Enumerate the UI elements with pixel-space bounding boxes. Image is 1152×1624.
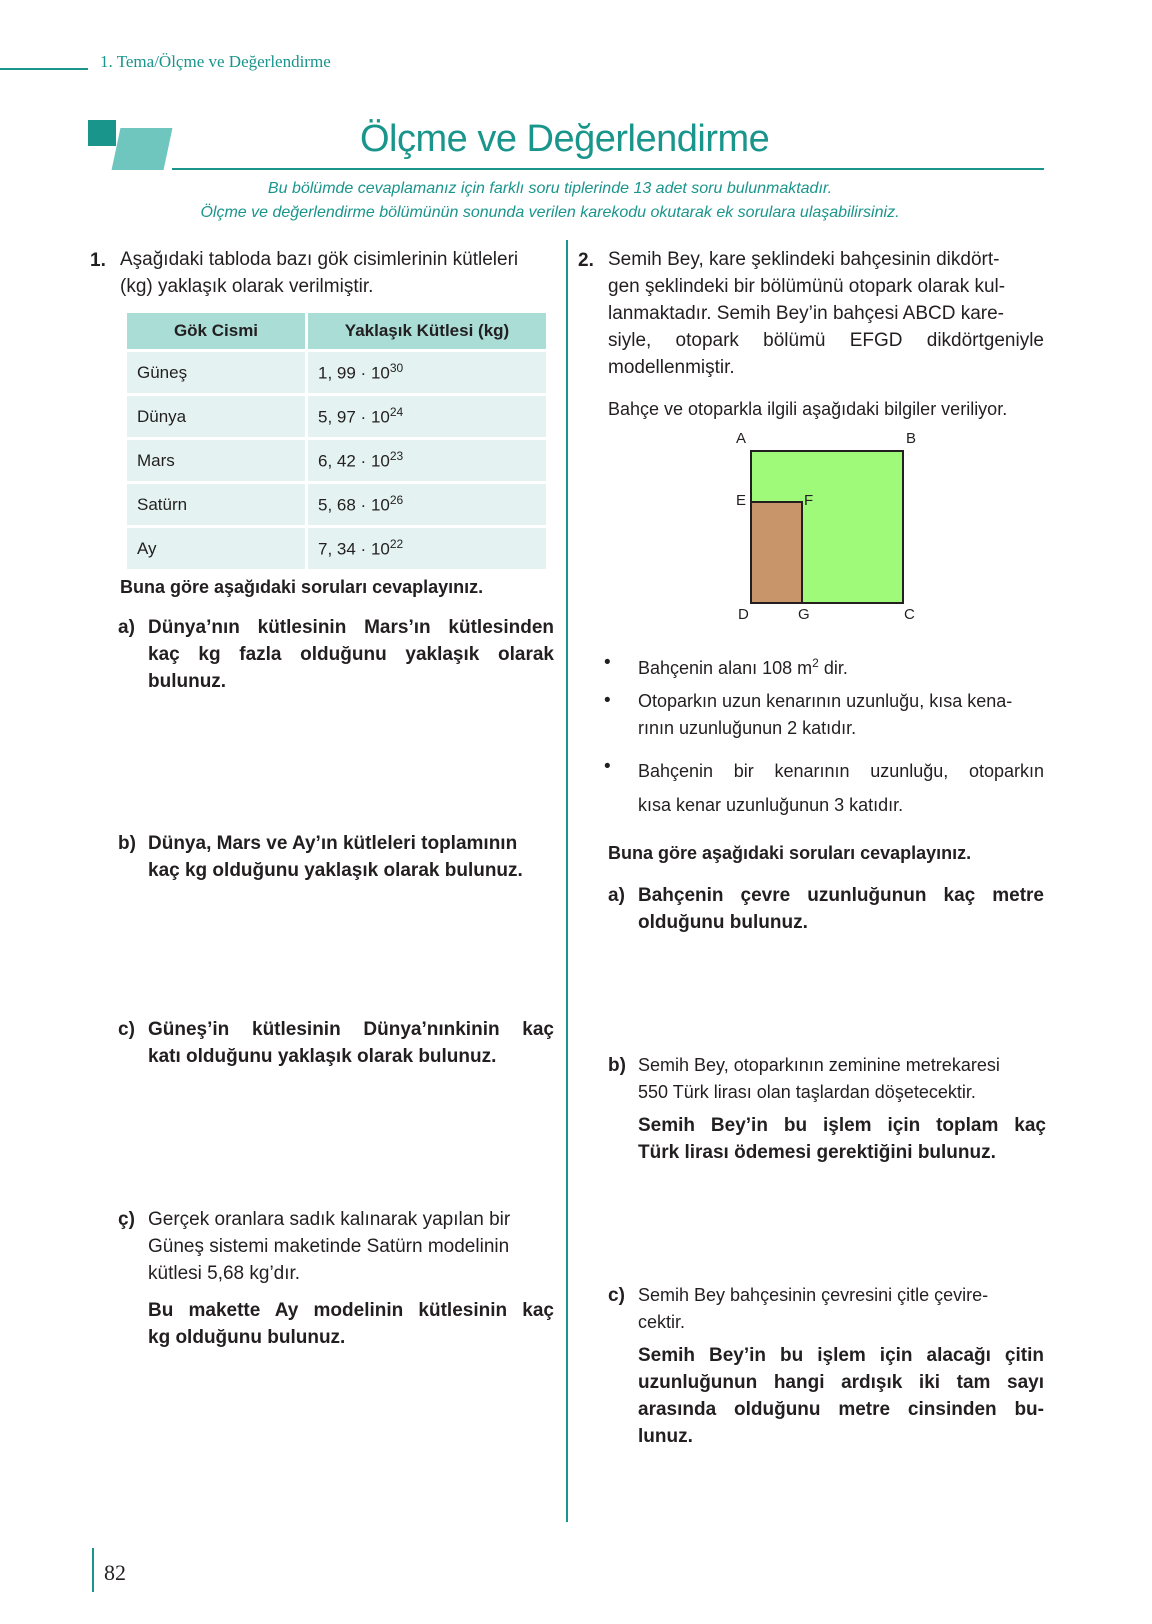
q2a-line: olduğunu bulunuz. — [638, 912, 808, 933]
bullet-line: Bahçenin bir kenarının uzunluğu, otoparkın — [638, 761, 1044, 781]
table-row — [127, 396, 546, 437]
body-name: Satürn — [127, 484, 305, 525]
q1cc-line: kütlesi 5,68 kg’dır. — [148, 1263, 301, 1284]
table-header: Gök Cismi — [127, 313, 305, 349]
bullet-parking-ratio — [638, 688, 1044, 742]
q2-line: siyle, otopark bölümü EFGD dikdörtgeniyle — [608, 330, 1044, 351]
title-underline — [172, 168, 1044, 170]
header-rule — [0, 68, 88, 70]
q1-text-line: (kg) yaklaşık olarak verilmiştir. — [120, 276, 374, 297]
q1cc-text — [148, 1206, 554, 1351]
body-name: Güneş — [127, 352, 305, 393]
q2c-label: c) — [608, 1285, 625, 1306]
q1a-line: Dünya’nın kütlesinin Mars’ın kütlesinden — [148, 617, 554, 638]
page-number: 82 — [104, 1560, 126, 1585]
mass-table — [124, 310, 549, 572]
q1a-line: kaç kg fazla olduğunu yaklaşık olarak — [148, 644, 554, 665]
q1a-text — [148, 614, 554, 695]
q2a-label: a) — [608, 885, 625, 906]
q1b-text — [148, 830, 558, 884]
bullet-side-ratio — [638, 754, 1044, 822]
q1-text — [120, 246, 560, 300]
mass-value: 5, $68 \cdot 10^{26}$ — [308, 484, 546, 525]
q2c-bold-line: arasında olduğunu metre cinsinden bu- — [638, 1399, 1044, 1420]
page-number-bar — [92, 1548, 94, 1592]
table-row — [127, 484, 546, 525]
column-divider — [566, 240, 568, 1522]
q2-number: 2. — [578, 250, 594, 271]
q2c-text — [638, 1282, 1044, 1450]
q2c-line: cektir. — [638, 1312, 686, 1332]
q1-text-line: Aşağıdaki tabloda bazı gök cisimlerinin kütleleri — [120, 249, 519, 270]
q2-line: lanmaktadır. Semih Bey’in bahçesi ABCD kare- — [608, 303, 1005, 324]
q2a-line: Bahçenin çevre uzunluğunun kaç metre — [638, 885, 1044, 906]
q2-line: modellenmiştir. — [608, 357, 735, 378]
mass-value: 1, $99 \cdot 10^{30}$ — [308, 352, 546, 393]
q2a-text — [638, 882, 1044, 936]
q2-line: gen şeklindeki bir bölümünü otopark olarak kul- — [608, 276, 1006, 297]
intro-line-1: Bu bölümde cevaplamanız için farklı soru tiplerinde 13 adet soru bulunmaktadır. — [267, 180, 833, 197]
q1b-line: Dünya, Mars ve Ay’ın kütleleri toplamının — [148, 833, 518, 854]
q2b-line: Semih Bey, otoparkının zeminine metrekaresi — [638, 1055, 1000, 1075]
mass-value: 5, $97 \cdot 10^{24}$ — [308, 396, 546, 437]
q2b-line: 550 Türk lirası olan taşlardan döşetecektir. — [638, 1082, 976, 1102]
label-g: G — [798, 606, 810, 623]
mass-value: 6, $42 \cdot 10^{23}$ — [308, 440, 546, 481]
page-title: Ölçme ve Değerlendirme — [360, 118, 770, 160]
bullet-dot: • — [604, 756, 611, 777]
bullet-garden-area: Bahçenin alanı 108 $m^2$ dir. — [638, 656, 848, 678]
label-c: C — [904, 606, 915, 623]
intro-line-2: Ölçme ve değerlendirme bölümünün sonunda verilen karekodu okutarak ek sorulara ulaşabilirsiniz. — [200, 204, 900, 221]
table-header-row — [127, 313, 546, 349]
q1c-line: katı olduğunu yaklaşık olarak bulunuz. — [148, 1046, 497, 1067]
q2b-bold-line: Türk lirası ödemesi gerektiğini bulunuz. — [638, 1142, 996, 1163]
breadcrumb: 1. Tema/Ölçme ve Değerlendirme — [100, 52, 331, 71]
bullet-dot: • — [604, 652, 611, 673]
q1cc-bold-line: Bu makette Ay modelinin kütlesinin kaç — [148, 1300, 554, 1321]
mass-value: 7, $34 \cdot 10^{22}$ — [308, 528, 546, 569]
label-e: E — [736, 492, 747, 509]
q2-text — [608, 246, 1044, 381]
label-b: B — [906, 430, 917, 447]
q1c-line: Güneş’in kütlesinin Dünya’nınkinin kaç — [148, 1019, 554, 1040]
bullet-line: rının uzunluğunun 2 katıdır. — [638, 718, 857, 738]
q1cc-bold-line: kg olduğunu bulunuz. — [148, 1327, 346, 1348]
label-d: D — [738, 606, 749, 623]
table-row — [127, 440, 546, 481]
bullet-dot: • — [604, 690, 611, 711]
q1-number: 1. — [90, 250, 106, 271]
q1cc-line: Gerçek oranlara sadık kalınarak yapılan bir — [148, 1209, 511, 1230]
q2c-line: Semih Bey bahçesinin çevresini çitle çevire- — [638, 1285, 989, 1305]
label-f: F — [804, 492, 814, 509]
title-decoration-light — [112, 128, 173, 170]
q1a-line: bulunuz. — [148, 671, 227, 692]
q2-prompt: Buna göre aşağıdaki soruları cevaplayınız. — [608, 843, 972, 863]
q2b-text — [638, 1052, 1046, 1166]
q1b-line: kaç kg olduğunu yaklaşık olarak bulunuz. — [148, 860, 523, 881]
q2c-bold-line: Semih Bey’in bu işlem için alacağı çitin — [638, 1345, 1044, 1366]
label-a: A — [736, 430, 747, 447]
q2b-label: b) — [608, 1055, 626, 1076]
body-name: Mars — [127, 440, 305, 481]
q1cc-line: Güneş sistemi maketinde Satürn modelinin — [148, 1236, 510, 1257]
parking-rectangle — [750, 501, 803, 604]
q1-prompt: Buna göre aşağıdaki soruları cevaplayınız. — [120, 577, 484, 597]
q1cc-label: ç) — [118, 1209, 135, 1230]
bullet-line: Otoparkın uzun kenarının uzunluğu, kısa kena- — [638, 691, 1013, 711]
q1c-label: c) — [118, 1019, 135, 1040]
q2-line: Semih Bey, kare şeklindeki bahçesinin dikdört- — [608, 249, 1000, 270]
title-decoration-dark — [88, 120, 116, 146]
q1a-label: a) — [118, 617, 135, 638]
table-header: Yaklaşık Kütlesi (kg) — [308, 313, 546, 349]
body-name: Ay — [127, 528, 305, 569]
q2-info: Bahçe ve otoparkla ilgili aşağıdaki bilgiler veriliyor. — [608, 399, 1008, 419]
q2c-bold-line: lunuz. — [638, 1426, 693, 1447]
body-name: Dünya — [127, 396, 305, 437]
q2c-bold-line: uzunluğunun hangi ardışık iki tam sayı — [638, 1372, 1044, 1393]
q2b-bold-line: Semih Bey’in bu işlem için toplam kaç — [638, 1115, 1046, 1136]
q1b-label: b) — [118, 833, 136, 854]
q1c-text — [148, 1016, 554, 1070]
table-row — [127, 528, 546, 569]
bullet-line: kısa kenar uzunluğunun 3 katıdır. — [638, 795, 904, 815]
table-row — [127, 352, 546, 393]
